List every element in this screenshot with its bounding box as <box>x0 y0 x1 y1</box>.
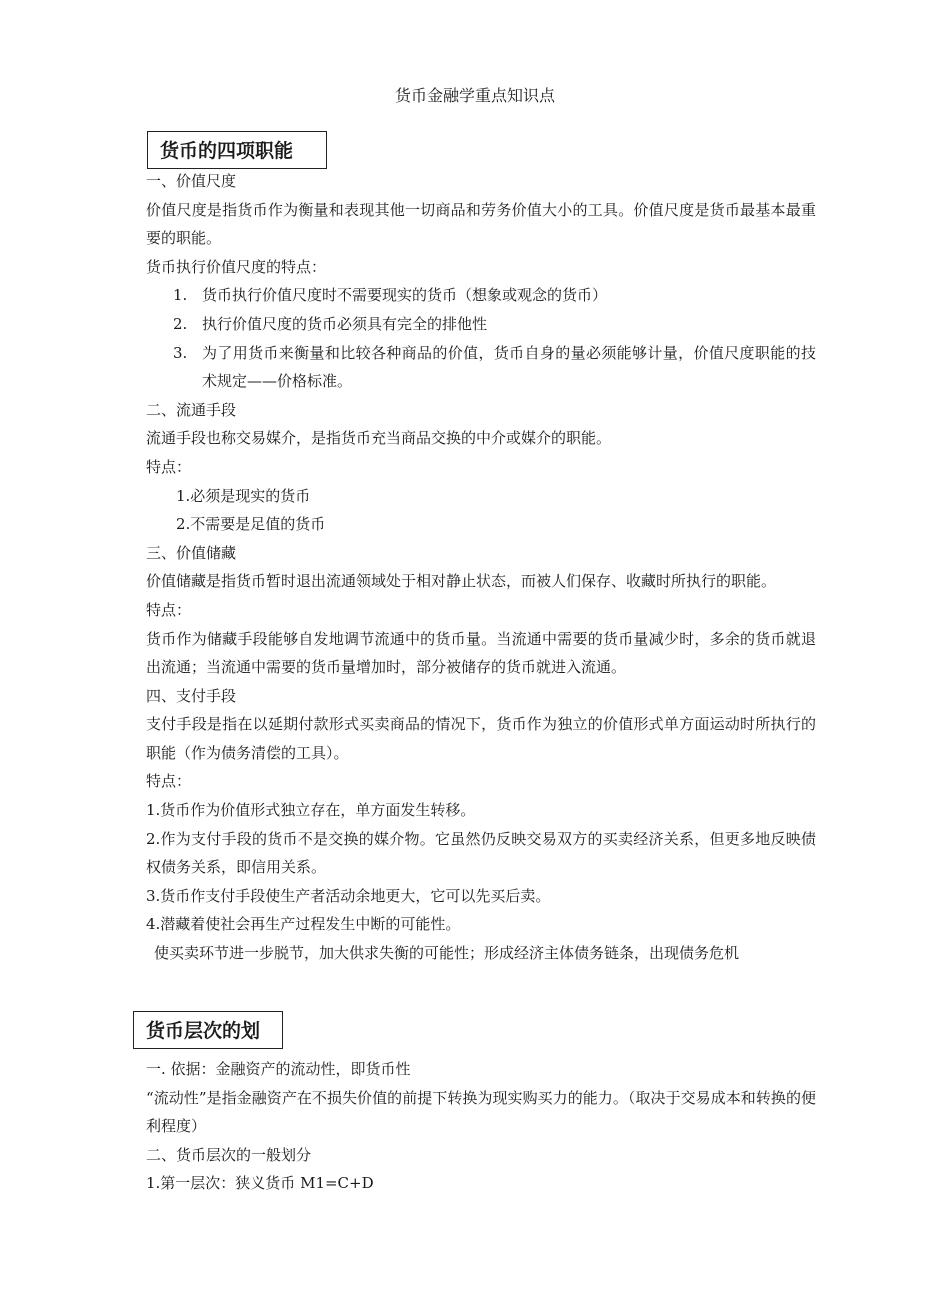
list-item: 1.货币作为价值形式独立存在，单方面发生转移。 <box>146 801 476 820</box>
sub1-definition: 价值尺度是指货币作为衡量和表现其他一切商品和劳务价值大小的工具。价值尺度是货币最基本最重要的职能。 <box>146 200 816 248</box>
list-item-number: 1. <box>173 286 188 305</box>
sub3-definition: 价值储藏是指货币暂时退出流通领域处于相对静止状态，而被人们保存、收藏时所执行的职能。 <box>146 572 777 591</box>
sub3-features-label: 特点： <box>146 600 192 619</box>
section2-content <box>146 1055 816 1198</box>
list-item <box>146 281 816 310</box>
list-item: 2.不需要是足值的货币 <box>176 515 326 534</box>
list-item-text: 货币执行价值尺度时不需要现实的货币（想象或观念的货币） <box>202 286 608 305</box>
section-heading-money-levels: 货币层次的划 <box>133 1011 283 1049</box>
sub2-title: 二、流通手段 <box>146 400 237 419</box>
section-heading-money-functions: 货币的四项职能 <box>147 131 327 169</box>
sub3-feature-text: 货币作为储藏手段能够自发地调节流通中的货币量。当流通中需要的货币量减少时，多余的货币就退出流通；当流通中需要的货币量增加时，部分被储存的货币就进入流通。 <box>146 629 816 677</box>
sub4-features-label: 特点： <box>146 772 192 791</box>
sub4-title: 四、支付手段 <box>146 686 237 705</box>
sub2-definition: 流通手段也称交易媒介，是指货币充当商品交换的中介或媒介的职能。 <box>146 429 612 448</box>
list-item-number: 2. <box>173 314 188 333</box>
list-item-text: 为了用货币来衡量和比较各种商品的价值，货币自身的量必须能够计量，价值尺度职能的技术规定——价格标准。 <box>202 343 816 391</box>
list-item-text: 执行价值尺度的货币必须具有完全的排他性 <box>202 314 488 333</box>
list-item: 4.潜藏着使社会再生产过程发生中断的可能性。 <box>146 915 461 934</box>
list-item: 1.必须是现实的货币 <box>176 486 311 505</box>
sub2-features-label: 特点： <box>146 457 192 476</box>
sub1-features-label: 货币执行价值尺度的特点： <box>146 257 327 276</box>
section1-content <box>146 167 816 968</box>
section2-basis: 一. 依据：金融资产的流动性，即货币性 <box>146 1060 411 1078</box>
document-title: 货币金融学重点知识点 <box>394 86 555 105</box>
list-item: 2.作为支付手段的货币不是交换的媒介物。它虽然仍反映交易双方的买卖经济关系，但更多地反映债权债务关系，即信用关系。 <box>146 829 816 877</box>
list-item-number: 3. <box>173 343 188 362</box>
sub3-title: 三、价值储藏 <box>146 543 237 562</box>
section2-sub2-title: 二、货币层次的一般划分 <box>146 1145 312 1164</box>
sub4-extra-text: 使买卖环节进一步脱节，加大供求失衡的可能性；形成经济主体债务链条，出现债务危机 <box>154 944 740 963</box>
section2-level1: 1.第一层次：狭义货币 M1=C+D <box>146 1174 374 1193</box>
sub4-definition: 支付手段是指在以延期付款形式买卖商品的情况下，货币作为独立的价值形式单方面运动时所执行的职能（作为债务清偿的工具）。 <box>146 715 816 762</box>
sub1-title: 一、价值尺度 <box>146 172 237 190</box>
list-item: 3.货币作支付手段使生产者活动余地更大，它可以先买后卖。 <box>146 886 551 905</box>
section2-liquidity-definition: “流动性”是指金融资产在不损失价值的前提下转换为现实购买力的能力。（取决于交易成本和转换的便利程度） <box>146 1088 816 1136</box>
list-item <box>146 339 816 396</box>
list-item <box>146 310 816 339</box>
